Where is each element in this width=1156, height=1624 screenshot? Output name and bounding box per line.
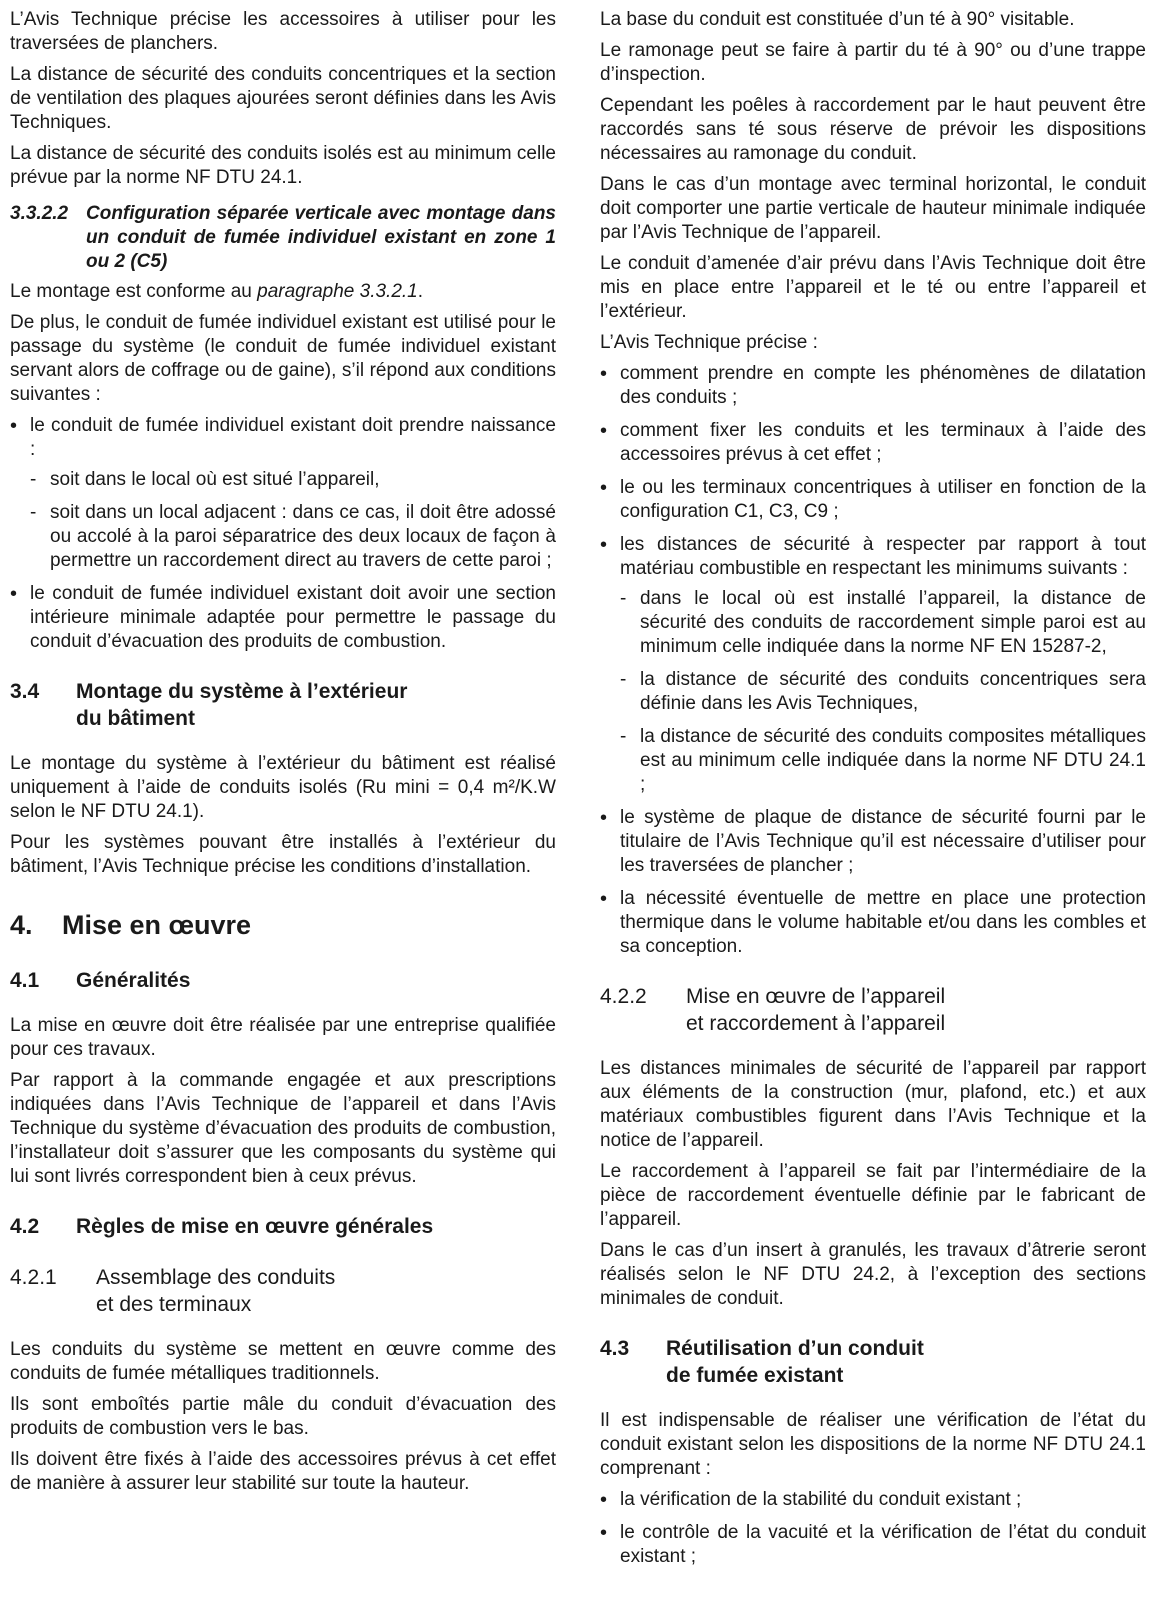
paragraph: La mise en œuvre doit être réalisée par une entreprise qualifiée pour ces travaux. (10, 1015, 556, 1060)
section-heading-3-3-2-2 (10, 202, 556, 274)
paragraph: De plus, le conduit de fumée individuel existant est utilisé pour le passage du système (le conduit de fumée individuel existant servant alors de coffrage ou de gaine), s’il répond aux conditions suivantes : (10, 312, 556, 405)
list-item-text: les distances de sécurité à respecter par rapport à tout matériau combustible en respectant les minimums suivants : (620, 534, 1146, 579)
section-title-line: Réutilisation d’un conduit (666, 1337, 924, 1360)
list-item: • comment fixer les conduits et les terminaux à l’aide des accessoires prévus à cet effet ; (600, 419, 1146, 467)
section-title-line: Montage du système à l’extérieur (76, 680, 408, 703)
chapter-heading-4 (10, 909, 556, 941)
section-heading-4-2-1 (10, 1264, 556, 1318)
list-item: • le contrôle de la vacuité et la vérification de l’état du conduit existant ; (600, 1521, 1146, 1569)
list-item: • le système de plaque de distance de sécurité fourni par le titulaire de l’Avis Technique qu’il est nécessaire d’utiliser pour les traversées de plancher ; (600, 806, 1146, 878)
paragraph: Les conduits du système se mettent en œuvre comme des conduits de fumée métalliques traditionnels. (10, 1339, 556, 1384)
list-item: • la vérification de la stabilité du conduit existant ; (600, 1488, 1146, 1512)
paragraph: La base du conduit est constituée d’un té à 90° visitable. (600, 9, 1075, 30)
dash-list (620, 587, 1146, 797)
section-number: 4.1 (10, 969, 40, 992)
section-title (686, 983, 945, 1037)
section-number: 4.2.2 (600, 985, 647, 1008)
list-item: - dans le local où est installé l’appareil, la distance de sécurité des conduits de raccordement simple paroi est au minimum celle indiquée dans la norme NF EN 15287-2, (620, 587, 1146, 659)
bullet-list (10, 414, 556, 654)
paragraph: L’Avis Technique précise : (600, 332, 818, 353)
paragraph: Ils doivent être fixés à l’aide des accessoires prévus à cet effet de manière à assurer leur stabilité sur toute la hauteur. (10, 1449, 556, 1494)
chapter-number: 4. (10, 910, 33, 940)
paragraph: Le ramonage peut se faire à partir du té à 90° ou d’une trappe d’inspection. (600, 40, 1146, 85)
section-title: Généralités (76, 969, 191, 992)
section-title (96, 1264, 335, 1318)
section-number: 4.2.1 (10, 1266, 57, 1289)
paragraph: Dans le cas d’un insert à granulés, les travaux d’âtrerie seront réalisés selon le NF DTU 24.2, à l’exception des sections minimales de conduit. (600, 1240, 1146, 1309)
list-item (600, 533, 1146, 797)
section-number: 4.2 (10, 1215, 40, 1238)
paragraph-text: . (417, 281, 424, 302)
section-title (76, 678, 407, 732)
section-title: Règles de mise en œuvre générales (76, 1215, 434, 1238)
section-heading-4-1 (10, 967, 556, 994)
list-item-text: le conduit de fumée individuel existant doit prendre naissance : (30, 415, 556, 460)
section-title-line: du bâtiment (76, 707, 195, 730)
section-title-line: et raccordement à l’appareil (686, 1012, 946, 1035)
section-number: 4.3 (600, 1337, 630, 1360)
list-item: - soit dans un local adjacent : dans ce cas, il doit être adossé ou accolé à la paroi séparatrice des deux locaux de façon à permettre un raccordement direct au travers de cette paroi ; (30, 501, 556, 573)
list-item: - la distance de sécurité des conduits composites métalliques est au minimum celle indiquée dans la norme NF DTU 24.1 ; (620, 725, 1146, 797)
chapter-title: Mise en œuvre (62, 910, 252, 940)
paragraph-reference: paragraphe 3.3.2.1 (257, 281, 418, 302)
paragraph: Le raccordement à l’appareil se fait par l’intermédiaire de la pièce de raccordement éventuelle définie par le fabricant de l’appareil. (600, 1161, 1146, 1230)
paragraph: Cependant les poêles à raccordement par le haut peuvent être raccordés sans té sous réserve de prévoir les dispositions nécessaires au ramonage du conduit. (600, 95, 1146, 164)
section-heading-3-4 (10, 678, 556, 732)
list-item (10, 414, 556, 573)
section-heading-4-2-2 (600, 983, 1146, 1037)
list-item: • comment prendre en compte les phénomènes de dilatation des conduits ; (600, 362, 1146, 410)
left-column (10, 8, 556, 1503)
paragraph: Le montage du système à l’extérieur du bâtiment est réalisé uniquement à l’aide de conduits isolés (Ru mini = 0,4 m²/K.W selon le NF DTU 24.1). (10, 753, 556, 822)
bullet-list (600, 1488, 1146, 1569)
paragraph: La distance de sécurité des conduits concentriques et la section de ventilation des plaques ajourées seront définies dans les Avis Techniques. (10, 64, 556, 133)
list-item: - soit dans le local où est situé l’appareil, (30, 468, 556, 492)
section-title-line: de fumée existant (666, 1364, 844, 1387)
section-title-line: et des terminaux (96, 1293, 252, 1316)
list-item: • le ou les terminaux concentriques à utiliser en fonction de la configuration C1, C3, C9 ; (600, 476, 1146, 524)
list-item: - la distance de sécurité des conduits concentriques sera définie dans les Avis Techniques, (620, 668, 1146, 716)
list-item: • le conduit de fumée individuel existant doit avoir une section intérieure minimale adaptée pour permettre le passage du conduit d’évacuation des produits de combustion. (10, 582, 556, 654)
paragraph (10, 280, 556, 304)
paragraph: La distance de sécurité des conduits isolés est au minimum celle prévue par la norme NF DTU 24.1. (10, 143, 556, 188)
section-title (666, 1335, 924, 1389)
section-heading-4-3 (600, 1335, 1146, 1389)
section-number: 3.4 (10, 680, 40, 703)
section-heading-4-2 (10, 1213, 556, 1240)
list-item: • la nécessité éventuelle de mettre en place une protection thermique dans le volume habitable et/ou dans les combles et sa conception. (600, 887, 1146, 959)
paragraph-text: Le montage est conforme au (10, 281, 258, 302)
paragraph: Dans le cas d’un montage avec terminal horizontal, le conduit doit comporter une partie verticale de hauteur minimale indiquée par l’Avis Technique de l’appareil. (600, 174, 1146, 243)
dash-list (30, 468, 556, 573)
section-title-line: Assemblage des conduits (96, 1266, 336, 1289)
bullet-list (600, 362, 1146, 959)
section-title: Configuration séparée verticale avec montage dans un conduit de fumée individuel existant en zone 1 ou 2 (C5) (86, 203, 556, 272)
paragraph: Les distances minimales de sécurité de l’appareil par rapport aux éléments de la construction (mur, plafond, etc.) et aux matériaux combustibles figurent dans l’Avis Technique et la notice de l’appareil. (600, 1058, 1146, 1151)
paragraph: L’Avis Technique précise les accessoires à utiliser pour les traversées de planchers. (10, 9, 556, 54)
paragraph: Ils sont emboîtés partie mâle du conduit d’évacuation des produits de combustion vers le bas. (10, 1394, 556, 1439)
paragraph: Par rapport à la commande engagée et aux prescriptions indiquées dans l’Avis Technique de l’appareil et dans l’Avis Technique du système d’évacuation des produits de combustion, l’installateur doit s’assurer que les composants du système qui lui sont livrés correspondent bien à ceux prévus. (10, 1070, 556, 1187)
paragraph: Il est indispensable de réaliser une vérification de l’état du conduit existant selon les dispositions de la norme NF DTU 24.1 comprenant : (600, 1410, 1146, 1479)
paragraph: Le conduit d’amenée d’air prévu dans l’Avis Technique doit être mis en place entre l’appareil et le té ou entre l’appareil et l’extérieur. (600, 253, 1146, 322)
section-number: 3.3.2.2 (10, 203, 69, 224)
right-column (600, 8, 1146, 1578)
section-title-line: Mise en œuvre de l’appareil (686, 985, 946, 1008)
paragraph: Pour les systèmes pouvant être installés à l’extérieur du bâtiment, l’Avis Technique précise les conditions d’installation. (10, 832, 556, 877)
